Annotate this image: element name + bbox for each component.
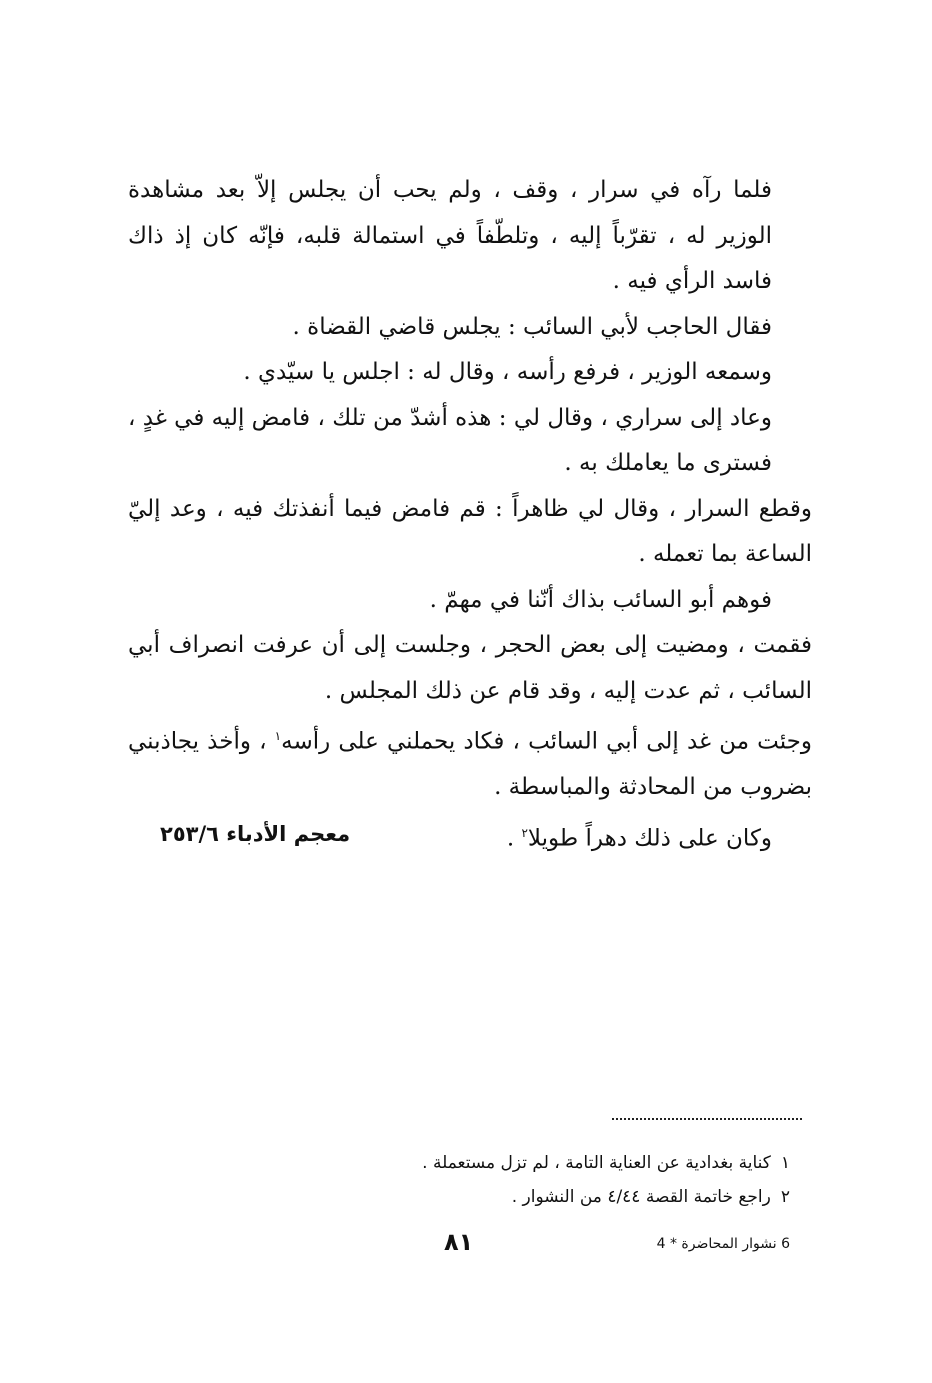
footnote-text: راجع خاتمة القصة ٤/٤٤ من النشوار . bbox=[511, 1187, 771, 1207]
paragraph-9-text-b: . bbox=[506, 825, 522, 852]
paragraph-7: فقمت ، ومضيت إلى بعض الحجر ، وجلست إلى أن عرفت انصراف أبي السائب ، ثم عدت إليه ، وقد قام عن ذلك المجلس . bbox=[128, 632, 812, 704]
footnote-marker-2[interactable]: ٢ bbox=[521, 825, 528, 840]
main-text bbox=[128, 168, 812, 862]
paragraph-4: وعاد إلى سراري ، وقال لي : هذه أشدّ من تلك ، فامض إليه في غدٍ ، فسترى ما يعاملك به . bbox=[128, 404, 772, 476]
paragraph-6: فوهم أبو السائب بذاك أنّنا في مهمّ . bbox=[429, 586, 772, 613]
footnote-number: ٢ bbox=[780, 1187, 790, 1207]
footnote-text: كناية بغدادية عن العناية التامة ، لم تزل مستعملة . bbox=[422, 1153, 771, 1173]
footnote-number: ١ bbox=[780, 1153, 790, 1173]
printer-signature: 6 نشوار المحاضرة * 4 bbox=[656, 1236, 790, 1252]
paragraph-9-text-a: وكان على ذلك دهراً طويلا bbox=[527, 825, 772, 852]
paragraph-5: وقطع السرار ، وقال لي ظاهراً : قم فامض فيما أنفذتك فيه ، وعد إليّ الساعة بما تعمله . bbox=[128, 495, 812, 567]
page-number: ٨١ bbox=[444, 1228, 474, 1256]
paragraph-8-text-a: وجئت من غد إلى أبي السائب ، فكاد يحملني على رأسه bbox=[281, 728, 813, 755]
source-reference: معجم الأدباء ٢٥٣/٦ bbox=[160, 822, 351, 846]
footnote-marker-1[interactable]: ١ bbox=[274, 729, 282, 743]
footnote-divider bbox=[612, 1118, 802, 1120]
paragraph-8 bbox=[128, 714, 812, 811]
footnotes bbox=[300, 1146, 790, 1214]
footnote-1 bbox=[300, 1146, 790, 1180]
paragraph-8-text-b: ، وأخذ يجاذبني بضروب من المحادثة والمباسطة . bbox=[128, 728, 812, 801]
paragraph-1: فلما رآه في سرار ، وقف ، ولم يحب أن يجلس إلاّ بعد مشاهدة الوزير له ، تقرّباً إليه ، وتلطّفاً في استمالة قلبه، فإنّه كان إذ ذاك فاسد الرأي فيه . bbox=[128, 177, 772, 294]
page-footer bbox=[400, 1228, 790, 1268]
footnote-2 bbox=[300, 1180, 790, 1214]
paragraph-2: فقال الحاجب لأبي السائب : يجلس قاضي القضاة . bbox=[292, 313, 772, 340]
paragraph-3: وسمعه الوزير ، فرفع رأسه ، وقال له : اجلس يا سيّدي . bbox=[243, 359, 772, 385]
